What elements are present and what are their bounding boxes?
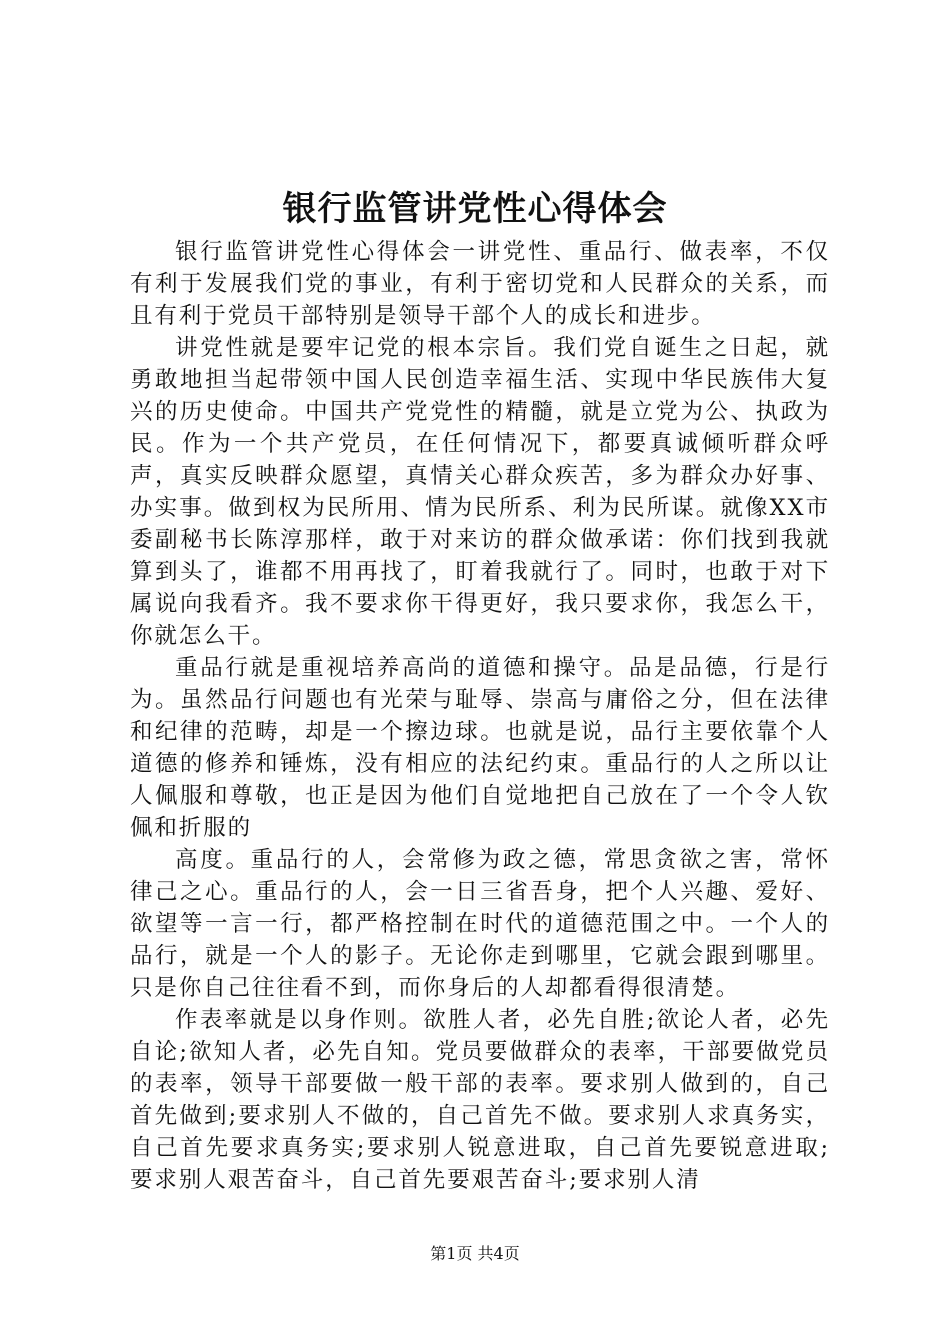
document-body xyxy=(130,236,830,1196)
page-footer: 第1页 共4页 xyxy=(430,1244,520,1263)
paragraph-5: 作表率就是以身作则。欲胜人者，必先自胜;欲论人者，必先自论;欲知人者，必先自知。党员要做群众的表率，干部要做党员的表率，领导干部要做一般干部的表率。要求别人做到的，自己首先做到;要求别人不做的，自己首先不做。要求别人求真务实，自己首先要求真务实;要求别人锐意进取，自己首先要锐意进取;要求别人艰苦奋斗，自己首先要艰苦奋斗;要求别人清 xyxy=(130,1007,830,1193)
paragraph-3: 重品行就是重视培养高尚的道德和操守。品是品德，行是行为。虽然品行问题也有光荣与耻辱、崇高与庸俗之分，但在法律和纪律的范畴，却是一个擦边球。也就是说，品行主要依靠个人道德的修养和锤炼，没有相应的法纪约束。重品行的人之所以让人佩服和尊敬，也正是因为他们自觉地把自己放在了一个令人钦佩和折服的 xyxy=(130,655,830,841)
document-title: 银行监管讲党性心得体会 xyxy=(282,189,668,229)
paragraph-2: 讲党性就是要牢记党的根本宗旨。我们党自诞生之日起，就勇敢地担当起带领中国人民创造幸福生活、实现中华民族伟大复兴的历史使命。中国共产党党性的精髓，就是立党为公、执政为民。作为一个共产党员，在任何情况下，都要真诚倾听群众呼声，真实反映群众愿望，真情关心群众疾苦，多为群众办好事、办实事。做到权为民所用、情为民所系、利为民所谋。就像XX市委副秘书长陈淳那样，敢于对来访的群众做承诺：你们找到我就算到头了，谁都不用再找了，盯着我就行了。同时，也敢于对下属说向我看齐。我不要求你干得更好，我只要求你，我怎么干，你就怎么干。 xyxy=(130,335,830,649)
paragraph-1: 银行监管讲党性心得体会一讲党性、重品行、做表率，不仅有利于发展我们党的事业，有利于密切党和人民群众的关系，而且有利于党员干部特别是领导干部个人的成长和进步。 xyxy=(130,239,830,329)
paragraph-4: 高度。重品行的人，会常修为政之德，常思贪欲之害，常怀律己之心。重品行的人，会一日三省吾身，把个人兴趣、爱好、欲望等一言一行，都严格控制在时代的道德范围之中。一个人的品行，就是一个人的影子。无论你走到哪里，它就会跟到哪里。只是你自己往往看不到，而你身后的人却都看得很清楚。 xyxy=(130,847,830,1001)
